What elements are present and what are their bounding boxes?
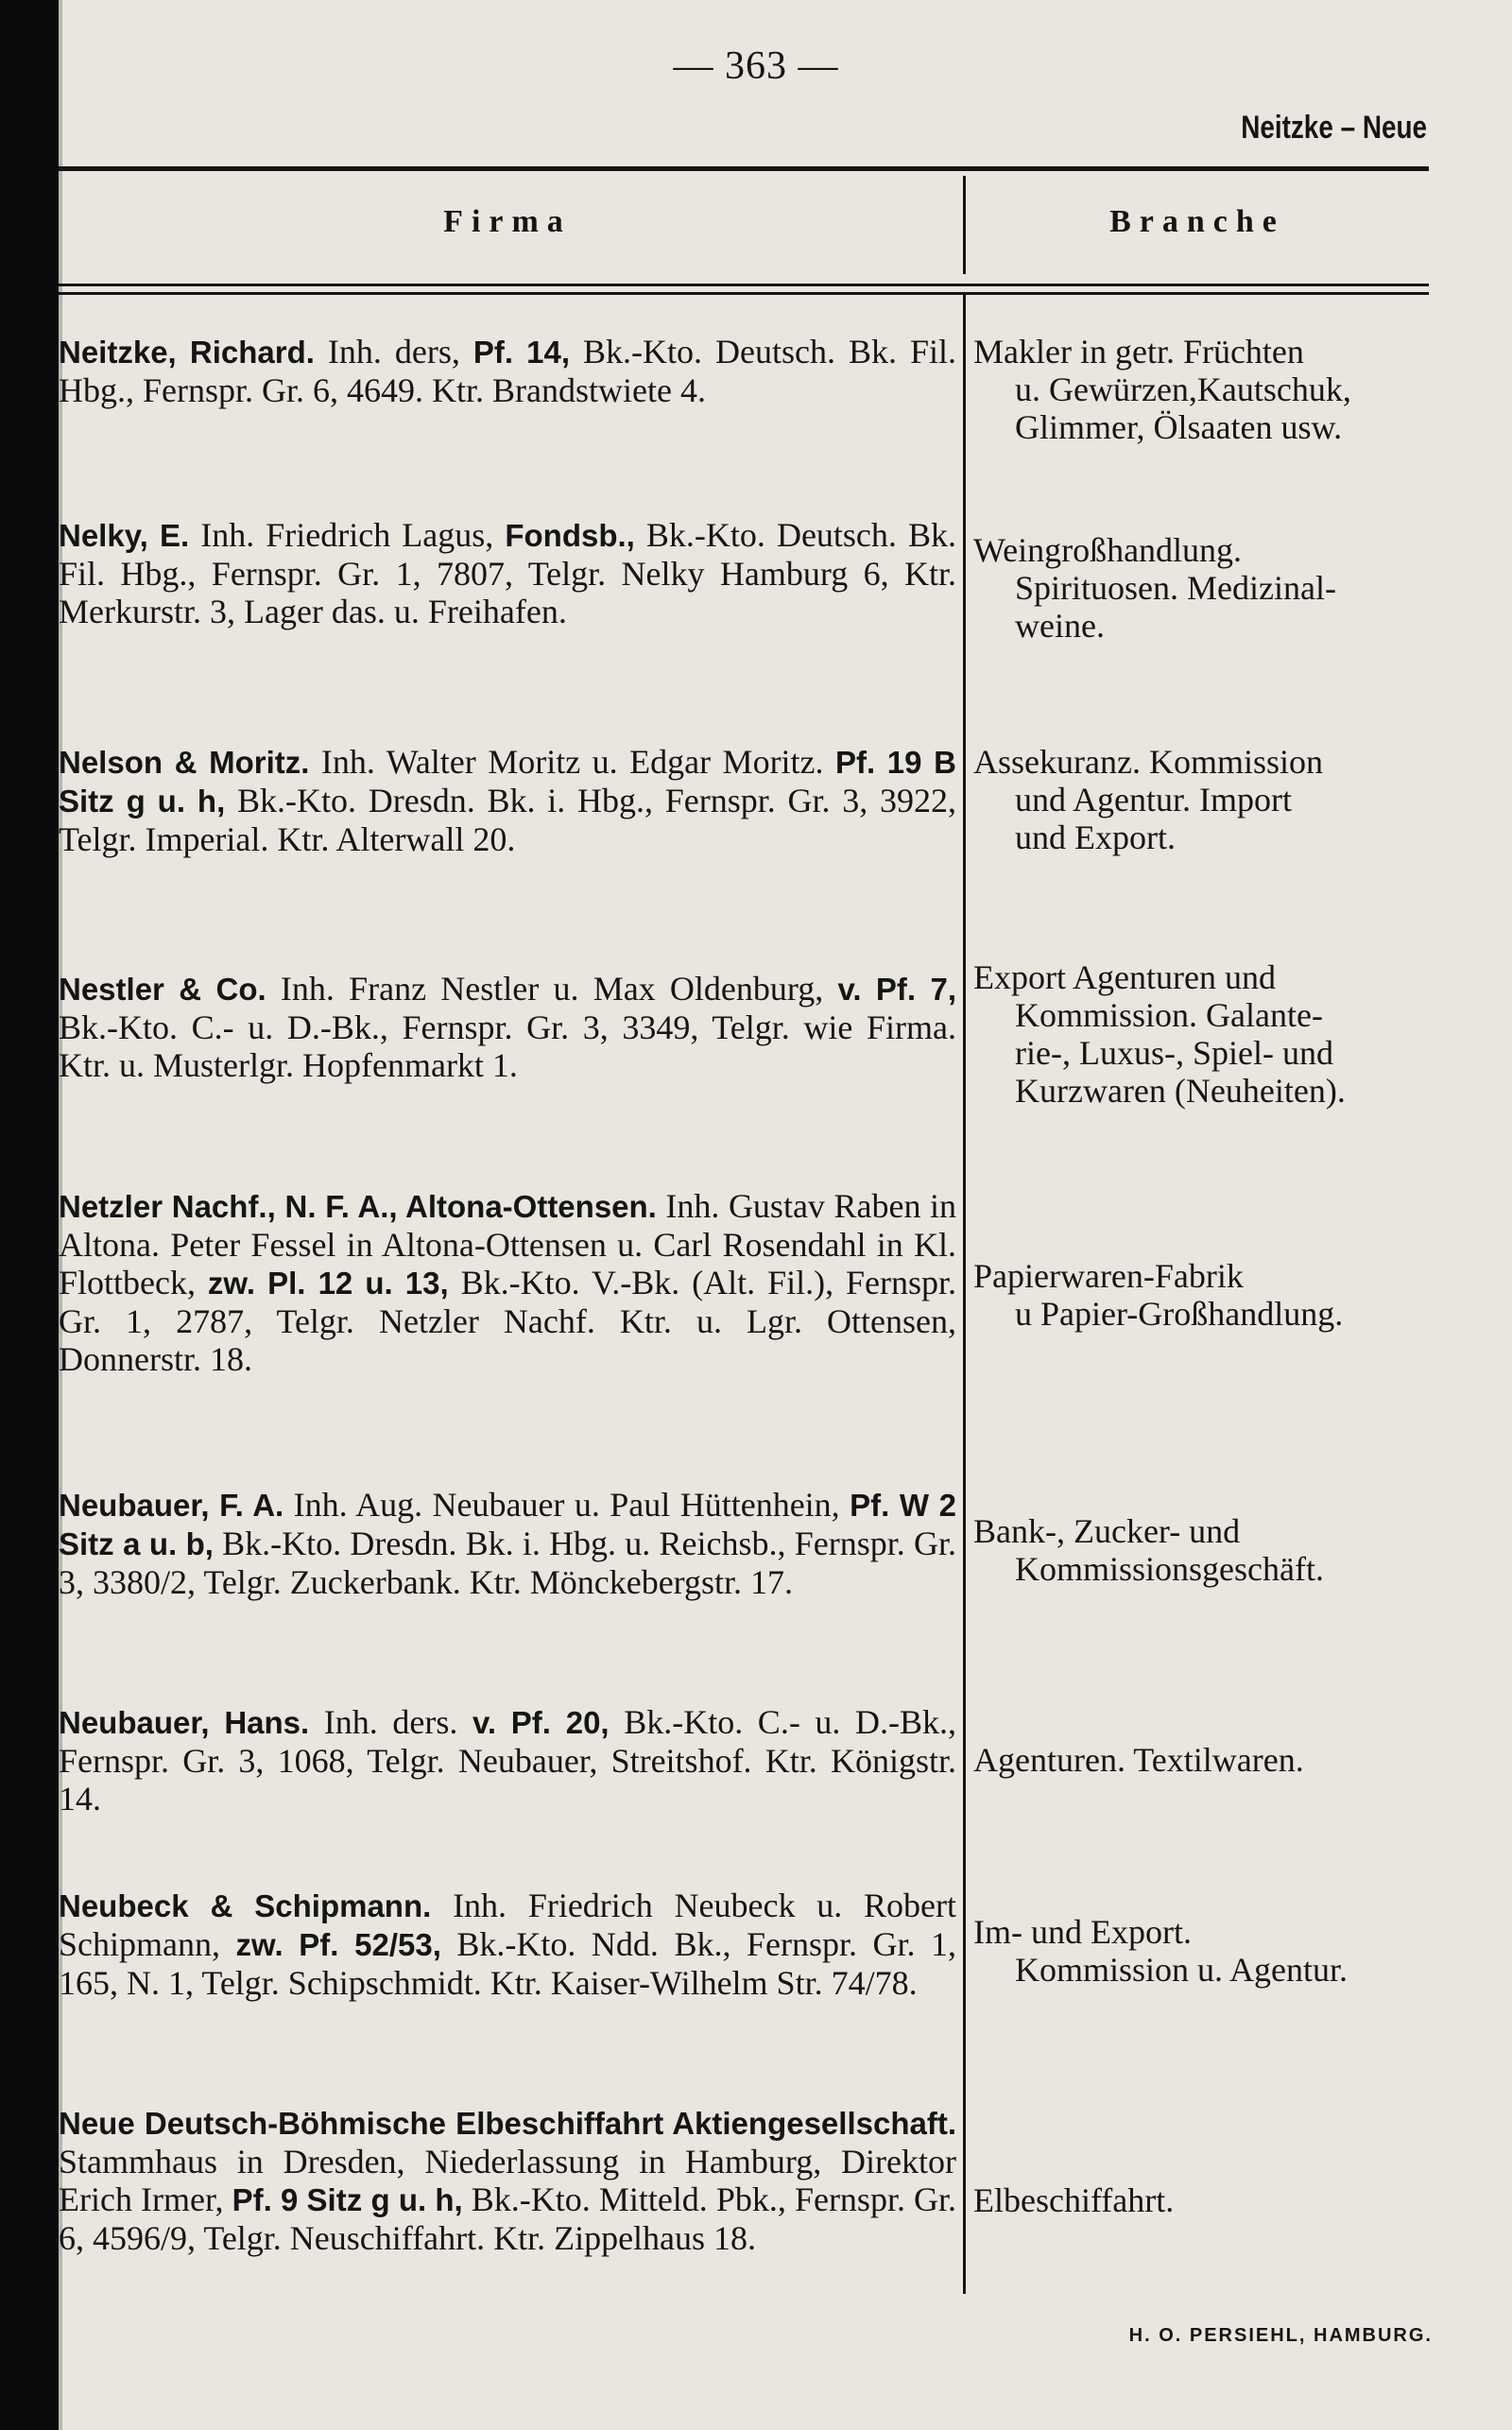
postfach-ref: v. Pf. 20, xyxy=(472,1705,610,1740)
printer-imprint: H. O. PERSIEHL, HAMBURG. xyxy=(1128,2325,1433,2346)
entry-text: Bk.-Kto. Deutsch. Bk. Fil. Hbg., Fernspr. Gr. 1, 7807, Telgr. Nelky Hamburg 6, Ktr. Merkurstr. 3, Lager das. u. Freihafen. xyxy=(59,516,956,630)
entry-text: Bk.-Kto. C.- u. D.-Bk., Fernspr. Gr. 3, 3349, Telgr. wie Firma. Ktr. u. Musterlgr. Hopfenmarkt 1. xyxy=(59,1008,956,1084)
header-top-rule xyxy=(59,166,1429,171)
entry-text: Bk.-Kto. Ndd. Bk., Fernspr. Gr. 1, 165, N. 1, Telgr. Schipschmidt. Ktr. Kaiser-Wilhelm Str. 74/78. xyxy=(59,1925,956,2002)
entry-neitzke-richard xyxy=(59,333,956,409)
entry-neue-deutsch-boehmische xyxy=(59,2104,956,2257)
branch-line: Kurzwaren (Neuheiten). xyxy=(1015,1072,1346,1110)
postfach-ref: Pf. 14, xyxy=(472,335,571,370)
company-name: Netzler Nachf., N. F. A., Altona-Ottensen. xyxy=(59,1189,657,1224)
company-name: Neitzke, Richard. xyxy=(59,335,315,370)
entry-text: Inh. Friedrich Lagus, xyxy=(189,516,506,554)
postfach-ref: v. Pf. 7, xyxy=(837,972,956,1007)
column-header-firma: Firma xyxy=(443,204,572,239)
branch-line: Spirituosen. Medizinal- xyxy=(1015,569,1336,607)
branch-netzler-nachf xyxy=(973,1257,1436,1333)
page-number: — 363 — xyxy=(673,44,839,88)
entry-nelson-moritz xyxy=(59,743,956,858)
header-bottom-rule-2 xyxy=(59,292,1429,295)
entry-text: Bk.-Kto. Dresdn. Bk. i. Hbg. u. Reichsb., Fernspr. Gr. 3, 3380/2, Telgr. Zuckerbank. Ktr. Mönckebergstr. 17. xyxy=(59,1525,956,1601)
branch-nelson-moritz xyxy=(973,743,1436,856)
branch-line: u Papier-Großhandlung. xyxy=(1015,1295,1344,1333)
branch-line: Kommission. Galante- xyxy=(1015,996,1323,1034)
branch-line: Agenturen. Textilwaren. xyxy=(973,1741,1304,1779)
column-divider-body xyxy=(963,295,966,2294)
branch-nestler-co xyxy=(973,958,1436,1110)
branch-neitzke-richard xyxy=(973,333,1436,446)
entry-text: Inh. Friedrich Neubeck u. Robert Schipmann, xyxy=(59,1887,956,1963)
branch-line: Glimmer, Ölsaaten usw. xyxy=(1015,408,1343,446)
company-name: Nestler & Co. xyxy=(59,972,266,1007)
branch-line: Assekuranz. Kommission xyxy=(973,743,1323,781)
branch-line: Elbeschiffahrt. xyxy=(973,2181,1175,2219)
entry-text: Bk.-Kto. Deutsch. Bk. Fil. Hbg., Fernspr. Gr. 6, 4649. Ktr. Brandstwiete 4. xyxy=(59,333,956,409)
branch-line: Export Agenturen und xyxy=(973,958,1276,996)
company-name: Neubauer, F. A. xyxy=(59,1488,284,1523)
entry-text: Bk.-Kto. V.-Bk. (Alt. Fil.), Fernspr. Gr. 1, 2787, Telgr. Netzler Nachf. Ktr. u. Lgr. Ottensen, Donnerstr. 18. xyxy=(59,1264,957,1378)
company-name: Neubauer, Hans. xyxy=(59,1705,310,1740)
entry-neubauer-hans xyxy=(59,1703,956,1818)
left-binding-edge xyxy=(0,0,59,2430)
branch-line: Im- und Export. xyxy=(973,1913,1192,1951)
entry-text: Inh. Franz Nestler u. Max Oldenburg, xyxy=(266,970,838,1008)
branch-nelky-e xyxy=(973,531,1436,645)
branch-line: Weingroßhandlung. xyxy=(973,531,1243,569)
branch-neue-deutsch-boehmische xyxy=(973,2181,1436,2219)
branch-line: Bank-, Zucker- und xyxy=(973,1512,1241,1550)
entry-text: Inh. Walter Moritz u. Edgar Moritz. xyxy=(309,743,835,781)
branch-line: Papierwaren-Fabrik xyxy=(973,1257,1244,1295)
entry-text: Stammhaus in Dresden, Niederlassung in Hamburg, Direktor Erich Irmer, xyxy=(59,2143,956,2218)
branch-neubauer-fa xyxy=(973,1512,1436,1588)
entry-nelky-e xyxy=(59,516,956,630)
company-name: Nelson & Moritz. xyxy=(59,745,310,780)
branch-line: und Agentur. Import xyxy=(1015,781,1292,819)
branch-line: Makler in getr. Früchten xyxy=(973,333,1304,371)
branch-line: Kommissionsgeschäft. xyxy=(1015,1550,1324,1588)
fondsb-ref: Fondsb., xyxy=(505,518,635,553)
postfach-ref: zw. Pl. 12 u. 13, xyxy=(207,1266,449,1301)
postfach-ref: Pf. 9 Sitz g u. h, xyxy=(232,2182,463,2217)
running-head: Neitzke – Neue xyxy=(1241,110,1427,146)
header-bottom-rule-1 xyxy=(59,284,1429,286)
branch-line: rie-, Luxus-, Spiel- und xyxy=(1015,1034,1333,1072)
company-name: Neue Deutsch-Böhmische Elbeschiffahrt Aktiengesellschaft. xyxy=(59,2106,956,2141)
branch-line: weine. xyxy=(1015,607,1105,645)
entry-text: Bk.-Kto. Mitteld. Pbk., Fernspr. Gr. 6, 4596/9, Telgr. Neuschiffahrt. Ktr. Zippelhaus 18. xyxy=(59,2180,956,2257)
postfach-ref: zw. Pf. 52/53, xyxy=(235,1927,441,1962)
company-name: Neubeck & Schipmann. xyxy=(59,1888,432,1923)
entry-neubeck-schipmann xyxy=(59,1887,956,2002)
entry-neubauer-fa xyxy=(59,1486,956,1601)
column-header-branche: Branche xyxy=(1109,204,1285,239)
branch-neubeck-schipmann xyxy=(973,1913,1436,1989)
entry-nestler-co xyxy=(59,970,956,1084)
branch-line: u. Gewürzen,Kautschuk, xyxy=(1015,371,1351,408)
branch-line: und Export. xyxy=(1015,819,1176,856)
branch-line: Kommission u. Agentur. xyxy=(1015,1951,1349,1989)
company-name: Nelky, E. xyxy=(59,518,190,553)
postfach-ref: Pf. W 2 Sitz a u. b, xyxy=(59,1488,956,1561)
entry-text: Inh. Gustav Raben in Altona. Peter Fessel in Altona-Ottensen u. Carl Rosendahl in Kl. Flottbeck, xyxy=(59,1187,956,1301)
entry-text: Inh. Aug. Neubauer u. Paul Hüttenhein, xyxy=(284,1486,850,1524)
entry-text: Inh. ders, xyxy=(314,333,473,371)
postfach-ref: Pf. 19 B Sitz g u. h, xyxy=(59,745,956,819)
entry-text: Inh. ders. xyxy=(309,1703,472,1741)
entry-text: Bk.-Kto. C.- u. D.-Bk., Fernspr. Gr. 3, 1068, Telgr. Neubauer, Streitshof. Ktr. Königstr. 14. xyxy=(59,1703,957,1818)
branch-neubauer-hans xyxy=(973,1741,1436,1779)
entry-text: Bk.-Kto. Dresdn. Bk. i. Hbg., Fernspr. Gr. 3, 3922, Telgr. Imperial. Ktr. Alterwall 20. xyxy=(59,782,956,858)
entry-netzler-nachf xyxy=(59,1187,956,1378)
